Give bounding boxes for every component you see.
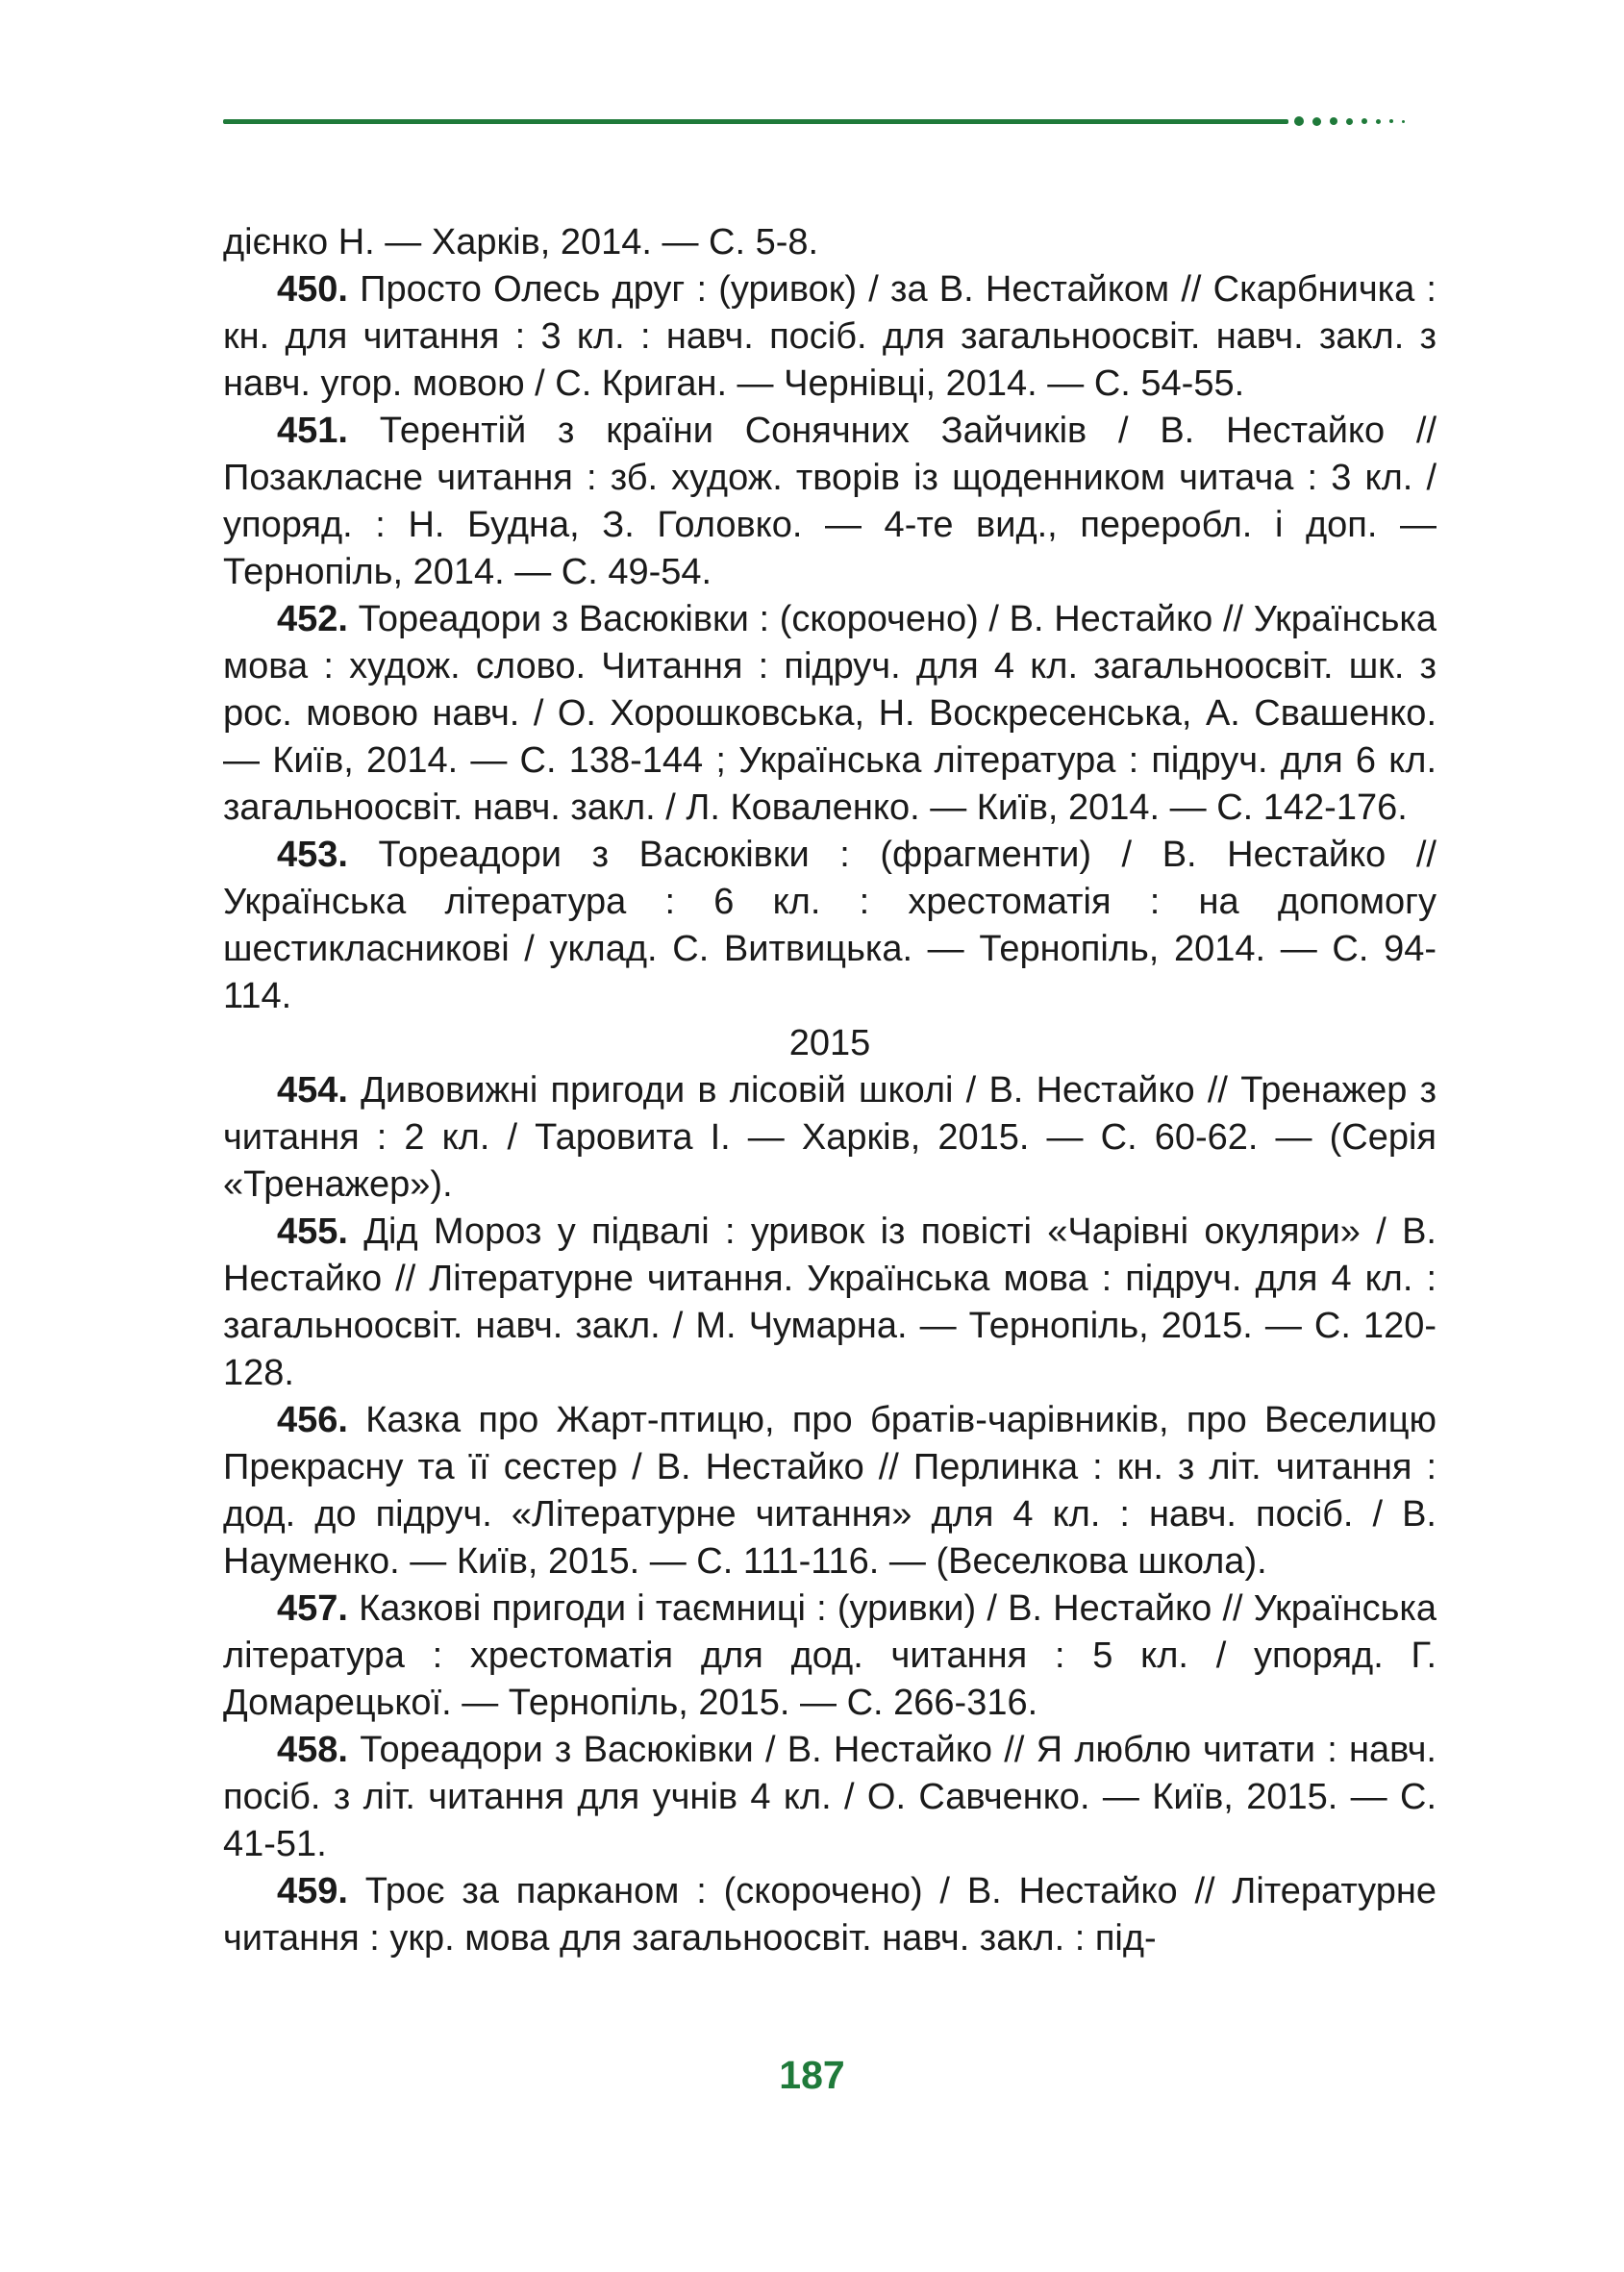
- entry-text: Казкові пригоди і таємниці : (уривки) / В. Нестайко // Українська література : хрестоматія для дод. читання : 5 кл. / упоряд. Г. Домарецької. — Тернопіль, 2015. — С. 266-316.: [223, 1588, 1437, 1723]
- entry-text: Терентій з країни Сонячних Зайчиків / В. Нестайко // Позакласне читання : зб. худож. творів із щоденником читача : 3 кл. / упоряд. : Н. Будна, З. Головко. — 4-те вид., переробл. і доп. — Тернопіль, 2014. — С. 49-54.: [223, 411, 1437, 592]
- entry-number: 459.: [277, 1871, 348, 1911]
- entry-number: 456.: [277, 1400, 348, 1440]
- entry-number: 458.: [277, 1730, 348, 1770]
- entry-452: [223, 596, 1437, 832]
- entry-455: [223, 1209, 1437, 1397]
- entry-451: [223, 408, 1437, 596]
- entry-457: [223, 1585, 1437, 1727]
- entry-text: Дід Мороз у підвалі : уривок із повісті «Чарівні окуляри» / В. Нестайко // Літературне читання. Українська мова : підруч. для 4 кл. : загальноосвіт. навч. закл. / М. Чумарна. — Тернопіль, 2015. — С. 120-128.: [223, 1211, 1437, 1393]
- entry-text: Казка про Жарт-птицю, про братів-чарівників, про Веселицю Прекрасну та її сестер / В. Нестайко // Перлинка : кн. з літ. читання : дод. до підруч. «Літературне читання» для 4 кл. : навч. посіб. / В. Науменко. — Київ, 2015. — С. 111-116. — (Веселкова школа).: [223, 1400, 1437, 1582]
- entry-text: Просто Олесь друг : (уривок) / за В. Нестайком // Скарбничка : кн. для читання : 3 кл. : навч. посіб. для загальноосвіт. навч. закл. з навч. угор. мовою / С. Криган. — Чернівці, 2014. — С. 54-55.: [223, 269, 1437, 404]
- entries-2014: [223, 266, 1437, 1020]
- entry-text: Троє за парканом : (скорочено) / В. Нестайко // Літературне читання : укр. мова для загальноосвіт. навч. закл. : під-: [223, 1871, 1437, 1959]
- continuation-text: дієнко Н. — Харків, 2014. — С. 5-8.: [223, 222, 819, 262]
- entry-450: [223, 266, 1437, 408]
- entry-458: [223, 1727, 1437, 1868]
- entry-number: 457.: [277, 1588, 348, 1629]
- entry-number: 455.: [277, 1211, 348, 1252]
- entry-text: Тореадори з Васюківки : (фрагменти) / В. Нестайко // Українська література : 6 кл. : хрестоматія : на допомогу шестикласникові / уклад. С. Витвицька. — Тернопіль, 2014. — С. 94-114.: [223, 835, 1437, 1016]
- entry-number: 452.: [277, 599, 348, 639]
- header-rule: [223, 119, 1288, 124]
- entry-number: 450.: [277, 269, 348, 310]
- entry-453: [223, 832, 1437, 1020]
- entry-456: [223, 1397, 1437, 1585]
- year-heading: 2015: [788, 1023, 871, 1063]
- entry-454: [223, 1067, 1437, 1209]
- entry-459: [223, 1868, 1437, 1962]
- entries-2015: [223, 1067, 1437, 1962]
- bibliography-body: [223, 219, 1437, 1962]
- entry-text: Дивовижні пригоди в лісовій школі / В. Нестайко // Тренажер з читання : 2 кл. / Таровита І. — Харків, 2015. — С. 60-62. — (Серія «Тренажер»).: [223, 1070, 1437, 1205]
- entry-number: 454.: [277, 1070, 348, 1111]
- entry-number: 453.: [277, 835, 348, 875]
- page-number: 187: [779, 2053, 845, 2097]
- header-dots: [1294, 113, 1438, 129]
- entry-text: Тореадори з Васюківки : (скорочено) / В. Нестайко // Українська мова : худож. слово. Читання : підруч. для 4 кл. загальноосвіт. шк. з рос. мовою навч. / О. Хорошковська, Н. Воскресенська, А. Свашенко. — Київ, 2014. — С. 138-144 ; Українська література : підруч. для 6 кл. загальноосвіт. навч. закл. / Л. Коваленко. — Київ, 2014. — С. 142-176.: [223, 599, 1437, 828]
- entry-text: Тореадори з Васюківки / В. Нестайко // Я люблю читати : навч. посіб. з літ. читання для учнів 4 кл. / О. Савченко. — Київ, 2015. — С. 41-51.: [223, 1730, 1437, 1864]
- entry-number: 451.: [277, 411, 348, 451]
